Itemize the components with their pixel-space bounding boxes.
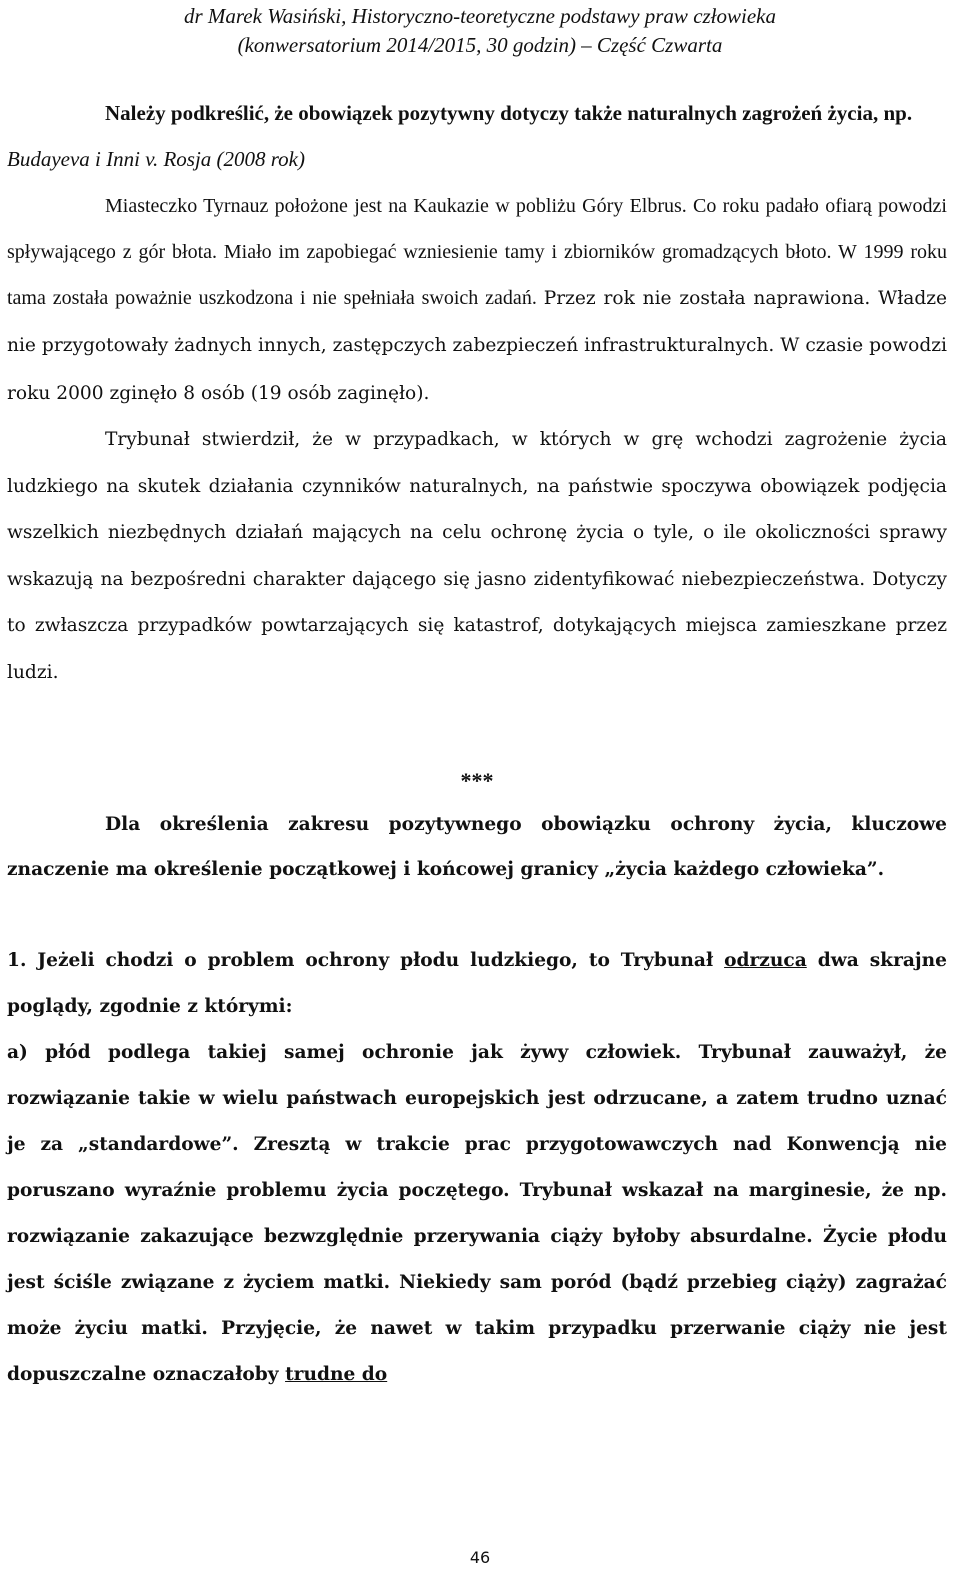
case-description: Miasteczko Tyrnauz położone jest na Kaukazie w pobliżu Góry Elbrus. Co roku padało ofiarą powodzi spływającego z gór błota. Miało im zapobiegać wzniesienie tamy i zbiorników gromadzących błoto. W 1999 roku tama została poważnie uszkodzona i nie spełniała swoich zadań. Przez rok nie została naprawiona. Władze nie przygotowały żadnych innych, zastępczych zabezpieczeń infrastrukturalnych. W czasie powodzi roku 2000 zginęło 8 osób (19 osób zaginęło). [7,194,948,404]
header-line-1: dr Marek Wasiński, Historyczno-teoretyczne podstawy praw człowieka [184,4,776,28]
page-content [7,90,947,1398]
case-title: Budayeva i Inni v. Rosja (2008 rok) [7,147,305,172]
running-header [0,2,960,60]
underlined-phrase: trudne do [285,1364,388,1386]
section-separator: *** [460,768,494,794]
page-number: 46 [469,1548,491,1567]
point-1: 1. Jeżeli chodzi o problem ochrony płodu ludzkiego, to Trybunał odrzuca dwa skrajne poglądy, zgodnie z którymi: [7,950,947,1018]
point-a: a) płód podlega takiej samej ochronie jak żywy człowiek. Trybunał zauważył, że rozwiązanie takie w wielu państwach europejskich jest odrzucane, a zatem trudno uznać je za „standardowe”. Zresztą w trakcie prac przygotowawczych nad Konwencją nie poruszano wyraźnie problemu życia poczętego. Trybunał wskazał na marginesie, że np. rozwiązanie zakazujące bezwzględnie przerywania ciąży byłoby absurdalne. Życie płodu jest ściśle związane z życiem matki. Niekiedy sam poród (bądź przebieg ciąży) zagrażać może życiu matki. Przyjęcie, że nawet w takim przypadku przerwanie ciąży nie jest dopuszczalne oznaczałoby trudne do [7,1042,947,1386]
header-line-2: (konwersatorium 2014/2015, 30 godzin) – Część Czwarta [237,33,723,57]
intro-paragraph: Należy podkreślić, że obowiązek pozytywny dotyczy także naturalnych zagrożeń życia, np. [105,101,913,125]
tribunal-paragraph: Trybunał stwierdził, że w przypadkach, w których w grę wchodzi zagrożenie życia ludzkiego na skutek działania czynników naturalnych, na państwie spoczywa obowiązek podjęcia wszelkich niezbędnych działań mających na celu ochronę życia o tyle, o ile okoliczności sprawy wskazują na bezpośredni charakter dającego się jasno zidentyfikować niebezpieczeństwa. Dotyczy to zwłaszcza przypadków powtarzających się katastrof, dotykających miejsca zamieszkane przez ludzi. [7,429,947,683]
underlined-word: odrzuca [724,950,807,972]
key-paragraph: Dla określenia zakresu pozytywnego obowiązku ochrony życia, kluczowe znaczenie ma określenie początkowej i końcowej granicy „życia każdego człowieka”. [7,814,947,881]
